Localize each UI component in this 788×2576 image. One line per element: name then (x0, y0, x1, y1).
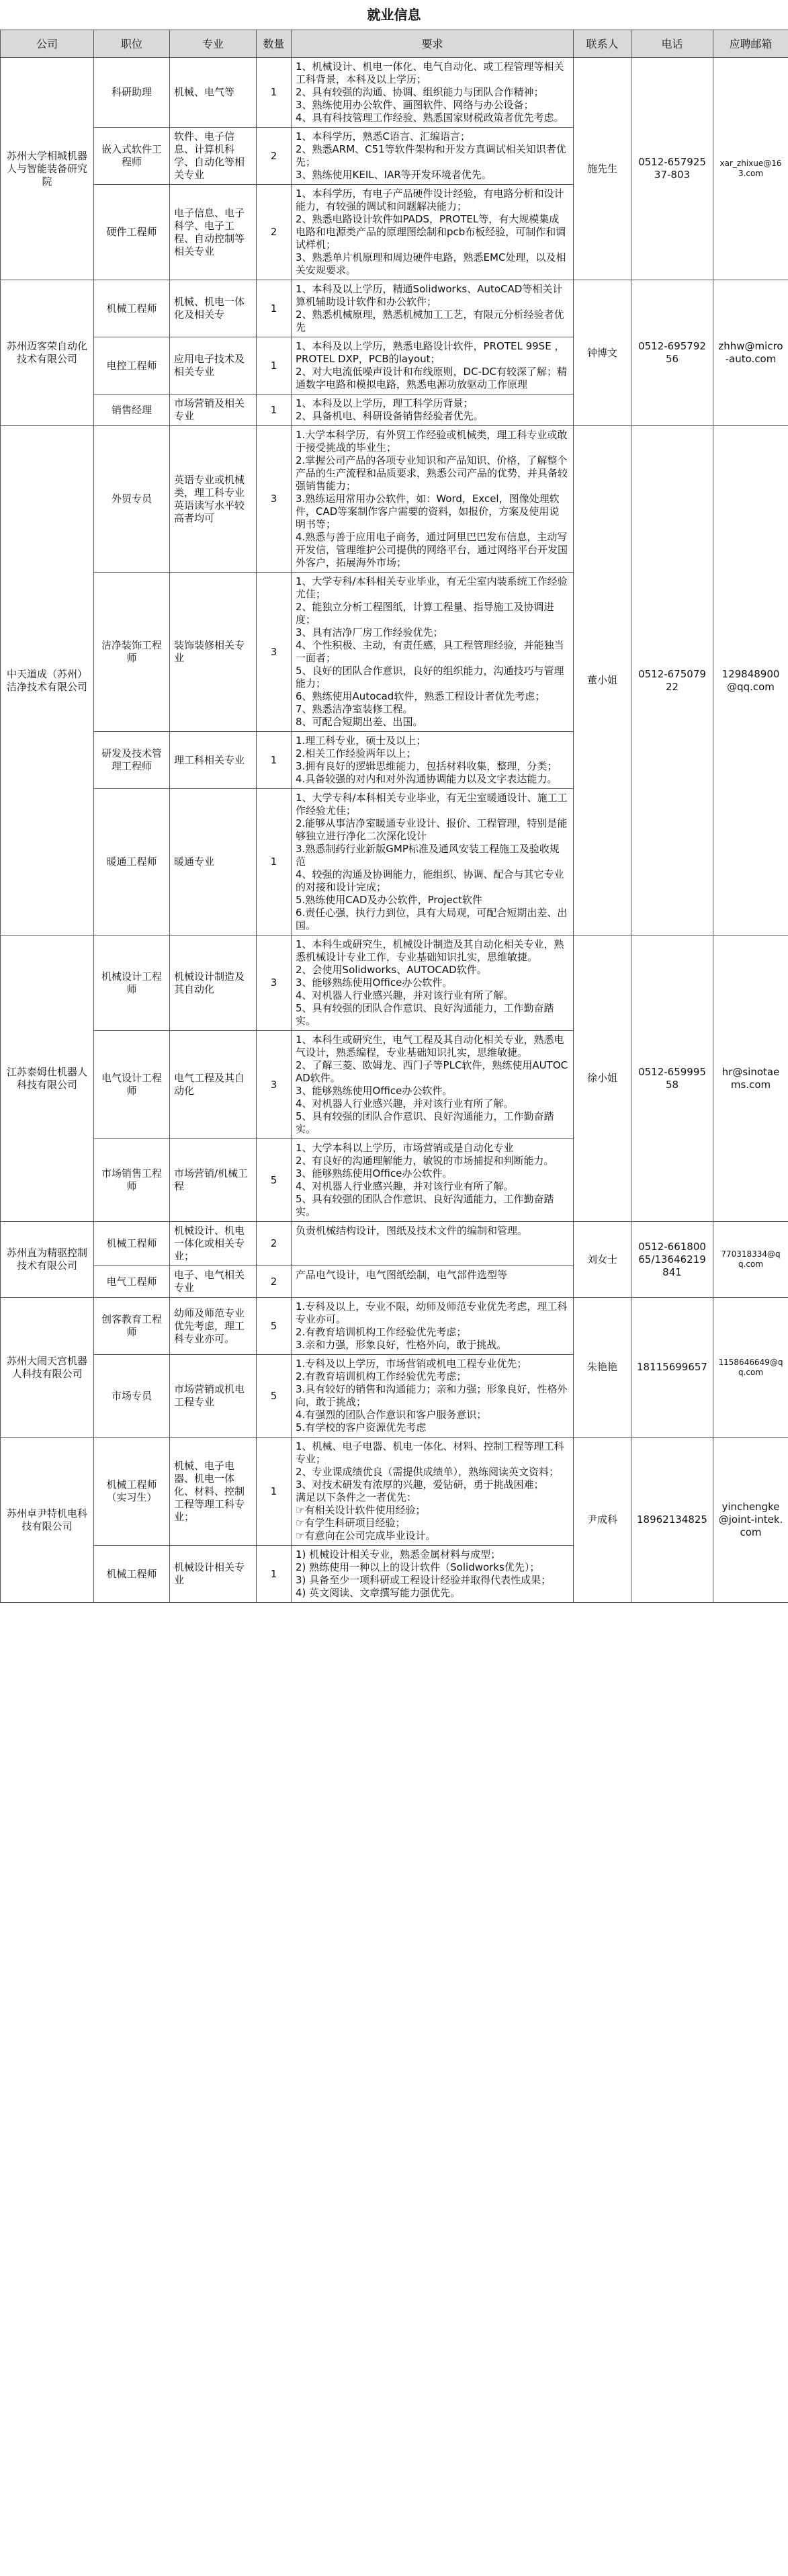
job-position: 电气设计工程师 (94, 1031, 170, 1139)
job-position: 机械工程师（实习生） (94, 1438, 170, 1546)
job-count: 2 (257, 1266, 292, 1298)
job-major: 机械设计、机电一体化或相关专业； (170, 1222, 257, 1266)
job-count: 3 (257, 426, 292, 573)
contact-email[interactable]: 1158646649@qq.com (713, 1298, 788, 1438)
job-major: 电子信息、电子科学、电子工程、自动控制等相关专业 (170, 185, 257, 280)
job-major: 市场营销及相关专业 (170, 394, 257, 426)
header-requirements: 要求 (292, 30, 574, 58)
contact-person: 徐小姐 (574, 936, 631, 1222)
job-major: 市场营销或机电工程专业 (170, 1355, 257, 1438)
job-count: 5 (257, 1298, 292, 1355)
contact-email[interactable]: 129848900@qq.com (713, 426, 788, 936)
job-requirements: 1、本科及以上学历，熟悉电路设计软件，PROTEL 99SE ，PROTEL DXP，PCB的layout； 2、对大电流低噪声设计和布线原则，DC-DC有较深了解；精通数字电路和模拟电路，熟悉电源功放驱动工作原理 (292, 337, 574, 394)
job-count: 1 (257, 732, 292, 789)
contact-email[interactable]: yinchengke@joint-intek.com (713, 1438, 788, 1603)
contact-email[interactable]: hr@sinotaems.com (713, 936, 788, 1222)
job-major: 英语专业或机械类，理工科专业英语读写水平较高者均可 (170, 426, 257, 573)
job-position: 市场销售工程师 (94, 1139, 170, 1222)
job-count: 3 (257, 1031, 292, 1139)
job-count: 3 (257, 573, 292, 732)
job-requirements: 1、本科及以上学历，精通Solidworks、AutoCAD等相关计算机辅助设计软件和办公软件； 2、熟悉机械原理，熟悉机械加工工艺，有限元分析经验者优先 (292, 280, 574, 337)
job-position: 机械工程师 (94, 1222, 170, 1266)
job-major: 软件、电子信息、计算机科学、自动化等相关专业 (170, 128, 257, 185)
job-major: 装饰装修相关专业 (170, 573, 257, 732)
job-requirements: 1、本科及以上学历，理工科学历背景； 2、具备机电、科研设备销售经验者优先。 (292, 394, 574, 426)
job-major: 机械、电气等 (170, 58, 257, 128)
job-count: 1 (257, 280, 292, 337)
contact-phone: 18962134825 (631, 1438, 713, 1603)
job-count: 2 (257, 1222, 292, 1266)
job-position: 销售经理 (94, 394, 170, 426)
job-count: 1 (257, 1438, 292, 1546)
job-major: 幼师及师范专业优先考虑，理工科专业亦可。 (170, 1298, 257, 1355)
job-requirements: 1.理工科专业，硕士及以上； 2.相关工作经验两年以上； 3.拥有良好的逻辑思维能力，包括材料收集，整理，分类； 4.具备较强的对内和对外沟通协调能力以及文字表达能力。 (292, 732, 574, 789)
job-major: 电气工程及其自动化 (170, 1031, 257, 1139)
job-position: 外贸专员 (94, 426, 170, 573)
job-major: 机械设计相关专业 (170, 1546, 257, 1603)
job-major: 机械设计制造及其自动化 (170, 936, 257, 1031)
contact-email[interactable]: zhhw@micro-auto.com (713, 280, 788, 426)
contact-phone: 0512-65792537-803 (631, 58, 713, 280)
job-position: 机械设计工程师 (94, 936, 170, 1031)
job-requirements: 1、大学专科/本科相关专业毕业，有无尘室暖通设计、施工工作经验尤佳； 2.能够从事洁净室暖通专业设计、报价、工程管理，特别是能够独立进行净化二次深化设计 3.熟悉制药行业新版GMP标准及通风安装工程施工及验收规范 4、较强的沟通及协调能力，能组织、协调、配合与其它专业的对接和设计完成； 5.熟练使用CAD及办公软件，Project软件 6.责任心强，执行力到位，具有大局观，可配合短期出差、出国。 (292, 789, 574, 936)
contact-person: 刘女士 (574, 1222, 631, 1298)
contact-phone: 0512-65999558 (631, 936, 713, 1222)
contact-person: 施先生 (574, 58, 631, 280)
job-position: 市场专员 (94, 1355, 170, 1438)
job-requirements: 1、大学本科以上学历，市场营销或是自动化专业 2、有良好的沟通理解能力，敏锐的市场捕捉和判断能力。 3、能够熟练使用Office办公软件。 4、对机器人行业感兴趣，并对该行业有所了解。 5、具有较强的团队合作意识、良好沟通能力，工作勤奋踏实。 (292, 1139, 574, 1222)
table-row (1, 936, 788, 1031)
table-row (1, 1438, 788, 1546)
job-table (0, 30, 788, 1603)
job-major: 应用电子技术及相关专业 (170, 337, 257, 394)
page-title: 就业信息 (367, 7, 421, 23)
job-major: 电子、电气相关专业 (170, 1266, 257, 1298)
job-requirements: 1、本科学历，有电子产品硬件设计经验，有电路分析和设计能力，有较强的调试和问题解决能力； 2、熟悉电路设计软件如PADS，PROTEL等，有大规模集成电路和电源类产品的原理图绘制和pcb布板经验，可制作和调试样机； 3、熟悉单片机原理和周边硬件电路，熟悉EMC处理，以及相关安规要求。 (292, 185, 574, 280)
contact-email[interactable]: 770318334@qq.com (713, 1222, 788, 1298)
job-major: 理工科相关专业 (170, 732, 257, 789)
contact-phone: 0512-66180065/13646219841 (631, 1222, 713, 1298)
job-requirements: 负责机械结构设计，图纸及技术文件的编制和管理。 (292, 1222, 574, 1266)
job-count: 5 (257, 1139, 292, 1222)
job-position: 科研助理 (94, 58, 170, 128)
job-position: 电气工程师 (94, 1266, 170, 1298)
job-position: 创客教育工程师 (94, 1298, 170, 1355)
table-row (1, 58, 788, 128)
contact-person: 钟博文 (574, 280, 631, 426)
header-count: 数量 (257, 30, 292, 58)
company-name: 江苏泰姆仕机器人科技有限公司 (1, 936, 94, 1222)
header-email: 应聘邮箱 (713, 30, 788, 58)
contact-person: 朱艳艳 (574, 1298, 631, 1438)
contact-phone: 0512-67507922 (631, 426, 713, 936)
contact-phone: 18115699657 (631, 1298, 713, 1438)
header-position: 职位 (94, 30, 170, 58)
table-row (1, 426, 788, 573)
job-major: 暖通专业 (170, 789, 257, 936)
job-count: 3 (257, 936, 292, 1031)
job-requirements: 1.专科及以上学历，市场营销或机电工程专业优先； 2.有教育培训机构工作经验优先考虑； 3.具有较好的销售和沟通能力；亲和力强；形象良好，性格外向，敢于挑战； 4.有强烈的团队合作意识和客户服务意识； 5.有学校的客户资源优先考虑 (292, 1355, 574, 1438)
table-row (1, 1222, 788, 1266)
job-position: 嵌入式软件工程师 (94, 128, 170, 185)
table-row (1, 1298, 788, 1355)
job-requirements: 1、本科学历，熟悉C语言、汇编语言； 2、熟悉ARM、C51等软件架构和开发方真调试相关知识者优先； 3、熟练使用KEIL、IAR等开发环境者优先。 (292, 128, 574, 185)
job-count: 2 (257, 128, 292, 185)
job-position: 硬件工程师 (94, 185, 170, 280)
job-position: 电控工程师 (94, 337, 170, 394)
job-position: 机械工程师 (94, 280, 170, 337)
job-requirements: 1.大学本科学历，有外贸工作经验或机械类，理工科专业或敢于接受挑战的毕业生； 2.掌握公司产品的各项专业知识和产品知识、价格，了解整个产品的生产流程和品质要求，熟悉公司产品的优势，并具备较强销售能力； 3.熟练运用常用办公软件，如：Word，Excel，图像处理软件，CAD等案制作客户需要的资料，如报价，方案及使用说明书等； 4.熟悉与善于应用电子商务，通过阿里巴巴发布信息，主动写开发信，管理维护公司提供的网络平台，通过网络平台开发国外客户，拓展海外市场； (292, 426, 574, 573)
header-row (1, 30, 788, 58)
job-count: 5 (257, 1355, 292, 1438)
job-position: 洁净装饰工程师 (94, 573, 170, 732)
job-requirements: 1、本科生或研究生，电气工程及其自动化相关专业，熟悉电气设计，熟悉编程，专业基础知识扎实，思维敏捷。 2、了解三菱、欧姆龙、西门子等PLC软件，熟练使用AUTOCAD软件。 3、能够熟练使用Office办公软件。 4、对机器人行业感兴趣，并对该行业有所了解。 5、具有较强的团队合作意识、良好沟通能力，工作勤奋踏实。 (292, 1031, 574, 1139)
contact-email[interactable]: xar_zhixue@163.com (713, 58, 788, 280)
job-requirements: 1、机械设计、机电一体化、电气自动化、或工程管理等相关工科背景，本科及以上学历； 2、具有较强的沟通、协调、组织能力与团队合作精神； 3、熟练使用办公软件、画图软件、网络与办公设备； 4、具有科技管理工作经验、熟悉国家财税政策者优先考虑。 (292, 58, 574, 128)
job-major: 机械、电子电器、机电一体化、材料、控制工程等理工科专业； (170, 1438, 257, 1546)
job-position: 研发及技术管理工程师 (94, 732, 170, 789)
job-count: 1 (257, 337, 292, 394)
job-major: 机械、机电一体化及相关专 (170, 280, 257, 337)
job-major: 市场营销/机械工程 (170, 1139, 257, 1222)
header-company: 公司 (1, 30, 94, 58)
header-major: 专业 (170, 30, 257, 58)
company-name: 苏州卓尹特机电科技有限公司 (1, 1438, 94, 1603)
contact-person: 尹成科 (574, 1438, 631, 1603)
contact-phone: 0512-69579256 (631, 280, 713, 426)
job-requirements: 1、机械、电子电器、机电一体化、材料、控制工程等理工科专业； 2、专业课成绩优良（需提供成绩单），熟练阅读英文资料； 3、对技术研发有浓厚的兴趣，爱钻研，勇于挑战困难； 满足以下条件之一者优先： ☞有相关设计软件使用经验； ☞有学生科研项目经验； ☞有意向在公司完成毕业设计。 (292, 1438, 574, 1546)
job-count: 2 (257, 185, 292, 280)
header-phone: 电话 (631, 30, 713, 58)
job-requirements: 1、本科生或研究生，机械设计制造及其自动化相关专业，熟悉机械设计专业工作，专业基础知识扎实，思维敏捷。 2、会使用Solidworks、AUTOCAD软件。 3、能够熟练使用Office办公软件。 4、对机器人行业感兴趣，并对该行业有所了解。 5、具有较强的团队合作意识、良好沟通能力，工作勤奋踏实。 (292, 936, 574, 1031)
table-row (1, 280, 788, 337)
contact-person: 董小姐 (574, 426, 631, 936)
job-requirements: 产品电气设计，电气图纸绘制，电气部件选型等 (292, 1266, 574, 1298)
job-count: 1 (257, 394, 292, 426)
job-requirements: 1、大学专科/本科相关专业毕业，有无尘室内装系统工作经验尤佳； 2、能独立分析工程图纸，计算工程量、指导施工及协调进度； 3、具有洁净厂房工作经验优先； 4、个性积极、主动，有责任感，具工程管理经验，并能独当一面者； 5、良好的团队合作意识，良好的组织能力，沟通技巧与管理能力； 6、熟练使用Autocad软件，熟悉工程设计者优先考虑； 7、熟悉洁净室装修工程。 8、可配合短期出差、出国。 (292, 573, 574, 732)
job-count: 1 (257, 58, 292, 128)
job-position: 暖通工程师 (94, 789, 170, 936)
job-position: 机械工程师 (94, 1546, 170, 1603)
job-count: 1 (257, 789, 292, 936)
job-count: 1 (257, 1546, 292, 1603)
company-name: 中天道成（苏州）洁净技术有限公司 (1, 426, 94, 936)
header-contact: 联系人 (574, 30, 631, 58)
job-requirements: 1.专科及以上，专业不限，幼师及师范专业优先考虑，理工科专业亦可。 2.有教育培训机构工作经验优先考虑； 3.亲和力强，形象良好，性格外向，敢于挑战。 (292, 1298, 574, 1355)
company-name: 苏州直为精驱控制技术有限公司 (1, 1222, 94, 1298)
company-name: 苏州大学相城机器人与智能装备研究院 (1, 58, 94, 280)
company-name: 苏州大闹天宫机器人科技有限公司 (1, 1298, 94, 1438)
job-requirements: 1) 机械设计相关专业，熟悉金属材料与成型； 2) 熟练使用一种以上的设计软件（Solidworks优先）； 3) 具备至少一项科研或工程设计经验并取得代表性成果； 4) 英文阅读、文章撰写能力强优先。 (292, 1546, 574, 1603)
company-name: 苏州迈客荣自动化技术有限公司 (1, 280, 94, 426)
